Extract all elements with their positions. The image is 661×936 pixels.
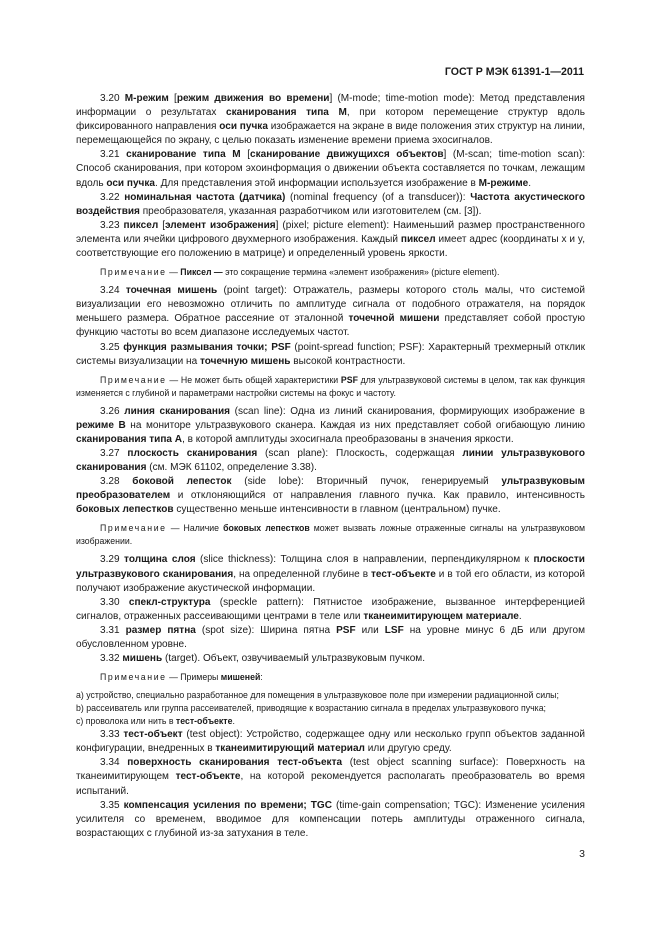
text-run: (scan line): Одна из линий сканирования, формирующих изображение в xyxy=(230,405,585,417)
bold-term: пиксел xyxy=(123,219,159,231)
definition-paragraph xyxy=(76,596,585,624)
text-run: (test object scanning surface): Поверхность на тканеимитирующем xyxy=(76,757,585,783)
definition-paragraph xyxy=(76,475,585,517)
text-run: [ xyxy=(240,149,251,161)
definition-paragraph xyxy=(76,405,585,447)
text-run: (spot size): Ширина пятна xyxy=(195,624,337,636)
text-run: . xyxy=(232,716,235,727)
text-run: [ xyxy=(158,219,165,231)
text-run: на уровне минус 6 дБ или другом обусловленном уровне. xyxy=(76,624,585,650)
text-run: (time-gain compensation; TGC): Изменение усиления усилителя со временем, вводимое для компенсации потерь амплитуды отраженного сигнала, возрастающих с глубиной из-за затухания в теле. xyxy=(76,799,585,839)
text-run: 3.28 xyxy=(100,476,133,488)
text-run: b) рассеиватель или группа рассеивателей, приводящие к возрастанию сигнала в пределах ультразвукового пучка; xyxy=(76,703,546,714)
document-header: ГОСТ Р МЭК 61391-1—2011 xyxy=(444,66,584,78)
text-run: [ xyxy=(168,93,177,104)
text-run: — Примеры xyxy=(166,672,221,683)
text-run: для ультразвуковой системы в целом, так как функция изменяется с глубиной и параметрами настройки системы на фокус и частоту. xyxy=(76,374,586,398)
text-run: преобразователя, указанная разработчиком или изготовителем (см. [3]). xyxy=(139,205,482,217)
definition-paragraph xyxy=(76,799,585,841)
bold-term: М-режиме xyxy=(478,177,529,189)
text-run: изображается на экране в виде положения этих структур на линии, перемещающейся по экрану, с целью показать изменение времени приема эхосигналов. xyxy=(76,121,586,147)
text-run: представляет собой простую функцию частоты во всем диапазоне исследуемых частот. xyxy=(76,313,585,339)
text-run: (test object): Устройство, содержащее одну или несколько групп объектов заданной конфигурации, внедренных в xyxy=(76,729,585,755)
bold-term: боковой лепесток xyxy=(132,476,232,488)
text-run: и в той его области, из которой получают изображение акустической информации. xyxy=(76,568,586,594)
bold-term: точечная мишень xyxy=(125,285,218,297)
text-run: 3.31 xyxy=(100,624,126,636)
text-run: (point target): Отражатель, размеры которого столь малы, что системой визуализации его невозможно отличить по амплитуде сигнала от подобного отражателя, на порядок меньшего размера. Обратное рассеяние от эталонной xyxy=(76,285,585,325)
text-run: может вызвать ложные отраженные сигналы на ультразвуковом изображении. xyxy=(76,523,585,547)
bold-term: режиме В xyxy=(76,419,126,431)
text-run: (см. МЭК 61102, определение 3.38). xyxy=(146,462,317,474)
bold-term: сканирования типа М xyxy=(226,107,347,119)
page-number: 3 xyxy=(579,848,585,860)
bold-term: сканирование движущихся объектов xyxy=(250,149,444,161)
bold-term: PSF xyxy=(336,624,356,636)
bold-term: точечную мишень xyxy=(199,355,291,367)
bold-term: тканеимитирующем материале xyxy=(363,610,519,622)
bold-term: тест-объекте xyxy=(175,716,233,727)
definition-paragraph xyxy=(76,728,585,756)
text-run: — xyxy=(166,267,181,278)
definition-paragraph xyxy=(76,341,585,369)
text-run: высокой контрастности. xyxy=(290,355,406,367)
note-label: Примечание xyxy=(100,267,167,278)
text-run: 3.24 xyxy=(100,285,126,297)
text-run: (target). Объект, озвучиваемый ультразвуковым пучком. xyxy=(162,653,425,665)
text-run: и отклоняющийся от направления главного пучка. Как правило, интенсивность xyxy=(170,490,585,502)
note-label: Примечание xyxy=(100,672,167,683)
text-run: — Не может быть общей характеристики xyxy=(166,374,341,385)
note-list-item xyxy=(76,702,585,715)
bold-term: тест-объекте xyxy=(175,771,241,783)
text-run: 3.29 xyxy=(100,554,125,566)
text-run: на мониторе ультразвукового сканера. Каждая из них представляет собой огибающую линию xyxy=(125,419,585,431)
bold-term: размер пятна xyxy=(125,624,196,636)
definition-paragraph xyxy=(76,553,585,595)
definition-paragraph xyxy=(76,219,585,261)
bold-term: функция размывания точки; PSF xyxy=(123,341,291,353)
bold-term: толщина слоя xyxy=(124,554,196,566)
bold-term: компенсация усиления по времени; TGC xyxy=(123,799,332,811)
text-run: , при котором перемещение структур вдоль фиксированного направления xyxy=(76,107,585,133)
note-paragraph xyxy=(76,671,585,684)
bold-term: LSF xyxy=(384,624,404,636)
bold-term: Пиксел — xyxy=(180,267,223,278)
definition-paragraph xyxy=(76,652,585,666)
bold-term: М-режим xyxy=(124,93,169,104)
definition-paragraph xyxy=(76,191,585,219)
bold-term: оси пучка xyxy=(106,177,156,189)
text-run: . xyxy=(528,177,532,189)
text-run: ] (pixel; picture element): Наименьший размер пространственного элемента или ячейки цифрового двухмерного изображения. Каждый xyxy=(76,219,585,245)
text-run: : xyxy=(260,672,263,683)
bold-term: мишеней xyxy=(220,672,261,683)
text-run: 3.22 xyxy=(100,191,125,203)
text-run: это сокращение термина «элемент изображения» (picture element). xyxy=(222,267,500,278)
text-run: (speckle pattern): Пятнистое изображение, вызванное интерференцией сигналов, отраженных рассеивающими центрами в теле или xyxy=(76,596,585,622)
note-label: Примечание xyxy=(100,523,167,534)
bold-term: тест-объекте xyxy=(370,568,436,580)
text-run: а) устройство, специально разработанное для помещения в ультразвуковое поле при измерении радиационной силы; xyxy=(76,690,559,701)
note-paragraph xyxy=(76,266,585,279)
text-run: 3.34 xyxy=(100,757,128,769)
text-run: с) проволока или нить в xyxy=(76,716,176,727)
bold-term: ультразвуковым преобразователем xyxy=(76,476,585,502)
bold-term: плоскости ультразвукового сканирования xyxy=(76,554,585,580)
text-run: 3.25 xyxy=(100,341,124,353)
text-run: 3.27 xyxy=(100,447,128,459)
note-paragraph xyxy=(76,522,585,548)
definition-paragraph xyxy=(76,92,585,148)
bold-term: мишень xyxy=(122,653,163,665)
text-run: . xyxy=(518,610,522,622)
definition-paragraph xyxy=(76,447,585,475)
document-body xyxy=(76,92,585,841)
text-run: 3.35 xyxy=(100,799,124,811)
bold-term: линии ультразвукового сканирования xyxy=(76,447,585,474)
bold-term: режим движения во времени xyxy=(176,93,330,104)
bold-term: пиксел xyxy=(400,233,436,245)
text-run: 3.23 xyxy=(100,219,124,231)
bold-term: сканирование типа М xyxy=(126,149,241,161)
bold-term: спекл-структура xyxy=(128,596,211,608)
bold-term: Частота акустического воздействия xyxy=(76,191,585,217)
bold-term: тест-объект xyxy=(123,729,183,741)
bold-term: плоскость сканирования xyxy=(127,447,258,459)
text-run: 3.32 xyxy=(100,653,123,665)
text-run: или другую среду. xyxy=(364,743,452,755)
text-run: (nominal frequency (of a transducer)): xyxy=(285,191,471,203)
note-paragraph xyxy=(76,374,585,400)
bold-term: сканирования типа А xyxy=(76,433,183,445)
text-run: (scan plane): Плоскость, содержащая xyxy=(257,447,463,459)
text-run: , на определенной глубине в xyxy=(233,568,371,580)
bold-term: боковых лепестков xyxy=(223,523,310,534)
text-run: 3.30 xyxy=(100,596,129,608)
note-list-item xyxy=(76,689,585,702)
text-run: ] (M-mode; time-motion mode): Метод представления информации о результатах xyxy=(76,93,585,119)
bold-term: точечной мишени xyxy=(348,313,440,325)
note-list-item xyxy=(76,715,585,728)
text-run: 3.33 xyxy=(100,729,124,741)
text-run: 3.26 xyxy=(100,405,125,417)
text-run: , в которой амплитуды эхосигнала преобразованы в значения яркости. xyxy=(182,433,514,445)
bold-term: оси пучка xyxy=(219,121,268,133)
text-run: 3.20 xyxy=(100,93,125,104)
text-run: или xyxy=(355,624,385,636)
text-run: (point-spread function; PSF): Характерный трехмерный отклик системы визуализации на xyxy=(76,341,585,367)
definition-paragraph xyxy=(76,756,585,798)
text-run: существенно меньше интенсивности в главном (центральном) пучке. xyxy=(173,504,501,516)
bold-term: номинальная частота (датчика) xyxy=(124,191,286,203)
bold-term: PSF xyxy=(340,374,358,385)
text-run: (side lobe): Вторичный пучок, генерируемый xyxy=(231,476,502,488)
note-label: Примечание xyxy=(100,374,167,385)
text-run: — Наличие xyxy=(166,523,224,534)
bold-term: боковых лепестков xyxy=(76,504,174,516)
text-run: (slice thickness): Толщина слоя в направлении, перпендикулярном к xyxy=(195,554,534,566)
definition-paragraph xyxy=(76,148,585,190)
text-run: , на которой рекомендуется располагать преобразователь во время испытаний. xyxy=(76,771,585,797)
text-run: ] (M-scan; time-motion scan): Способ сканирования, при котором эхоинформация о движении объекта составляется по точкам, лежащим вдоль xyxy=(76,149,585,189)
definition-paragraph xyxy=(76,284,585,340)
bold-term: элемент изображения xyxy=(165,219,276,231)
text-run: . Для представления этой информации используется изображение в xyxy=(155,177,479,189)
bold-term: поверхность сканирования тест-объекта xyxy=(127,757,343,769)
definition-paragraph xyxy=(76,624,585,652)
text-run: 3.21 xyxy=(100,149,127,161)
text-run: имеет адрес (координаты x и y, соответствующие его положению в матрице) и определенный уровень яркости. xyxy=(76,233,585,260)
bold-term: линия сканирования xyxy=(124,405,230,417)
bold-term: тканеимитирующий материал xyxy=(215,743,365,755)
